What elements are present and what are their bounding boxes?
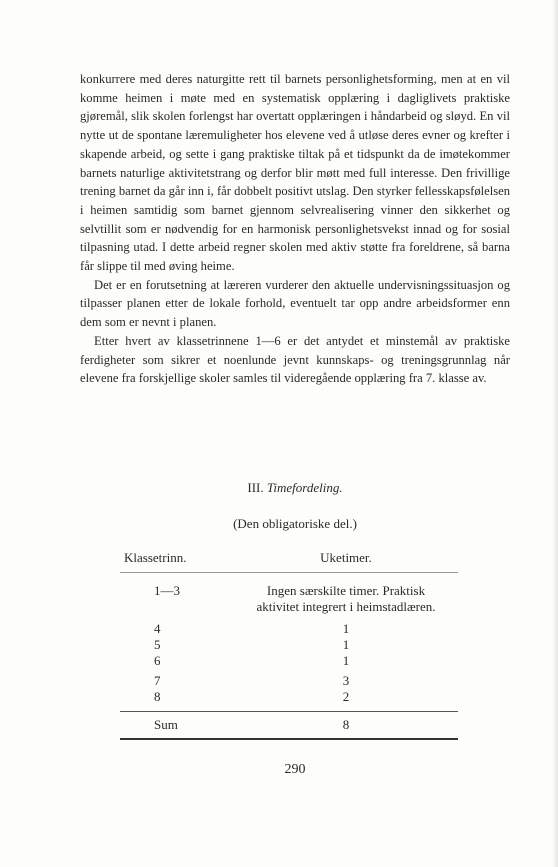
sum-label: Sum (120, 712, 234, 740)
section-heading (80, 480, 510, 496)
grade-cell: 7 (154, 673, 161, 688)
hours-cell: aktivitet integrert i heimstadlæren. (256, 599, 436, 614)
table-row (120, 637, 458, 653)
table-row (120, 669, 458, 689)
table-row (120, 599, 458, 617)
grade-cell: 8 (154, 689, 161, 704)
hours-cell: 1 (342, 637, 350, 652)
hours-cell: 1 (342, 653, 350, 668)
grade-cell: 6 (154, 653, 161, 668)
grade-cell (120, 599, 234, 617)
hours-table (120, 540, 458, 740)
table-row (120, 573, 458, 600)
sum-row (120, 712, 458, 740)
hours-cell: 1 (342, 621, 350, 636)
hours-cell: 2 (342, 689, 350, 704)
grade-cell: 1—3 (154, 583, 180, 598)
paragraph-3: Etter hvert av klassetrinnene 1—6 er det antydet et minstemål av praktiske ferdigheter som sikrer et noenlunde jevnt kunnskaps- og treningsgrunnlag når elevene fra forskjellige skoler samles til videregående opplæring fra 7. klasse av. (80, 333, 510, 386)
page-number: 290 (284, 762, 306, 777)
hours-cell: 3 (342, 673, 350, 688)
hours-cell: Ingen særskilte timer. Praktisk (266, 583, 426, 598)
paragraph-2: Det er en forutsetning at læreren vurderer den aktuelle undervisningssituasjon og tilpasser planen etter de lokale forhold, eventuelt tar opp andre arbeidsformer enn dem som er nevnt i planen. (80, 277, 510, 330)
grade-cell: 4 (154, 621, 161, 636)
table-header-row (120, 540, 458, 573)
table-row (120, 653, 458, 669)
page-edge-shadow (552, 0, 558, 867)
grade-cell: 5 (154, 637, 161, 652)
table-row (120, 689, 458, 712)
paragraph-1: konkurrere med deres naturgitte rett til barnets personlighetsforming, men at en vil komme heimen i møte med en systematisk opplæring i dagliglivets praktiske gjøremål, slik skolen forlengst har overtatt opplæringen i håndarbeid og sløyd. En vil nytte ut de spontane læremuligheter hos elevene ved å utløse deres evner og krefter i skapende arbeid, og sette i gang praktiske tiltak på et tidspunkt da de imøtekommer barnets naturlige aktivitetstrang og derfor blir møtt med full interesse. Den frivillige trening barnet da går inn i, får dobbelt positivt utslag. Den styrker fellesskapsfølelsen i heimen samtidig som barnet gjennom selvrealisering vinner den sikkerhet og selvtillit som er nødvendig for en harmonisk personlighetsvekst innad og for sosial tilpasning utad. I dette arbeid regner skolen med aktiv støtte fra foreldrene, så barna får slippe til med øving heime. (80, 72, 510, 274)
sum-value: 8 (234, 712, 458, 740)
header-hours: Uketimer. (234, 540, 458, 573)
header-grade: Klassetrinn. (120, 540, 234, 573)
section-title: Timefordeling. (266, 480, 343, 495)
body-text (80, 70, 510, 388)
section-numeral: III. (247, 480, 264, 495)
table-row (120, 617, 458, 637)
section-subtitle: (Den obligatoriske del.) (233, 516, 357, 531)
